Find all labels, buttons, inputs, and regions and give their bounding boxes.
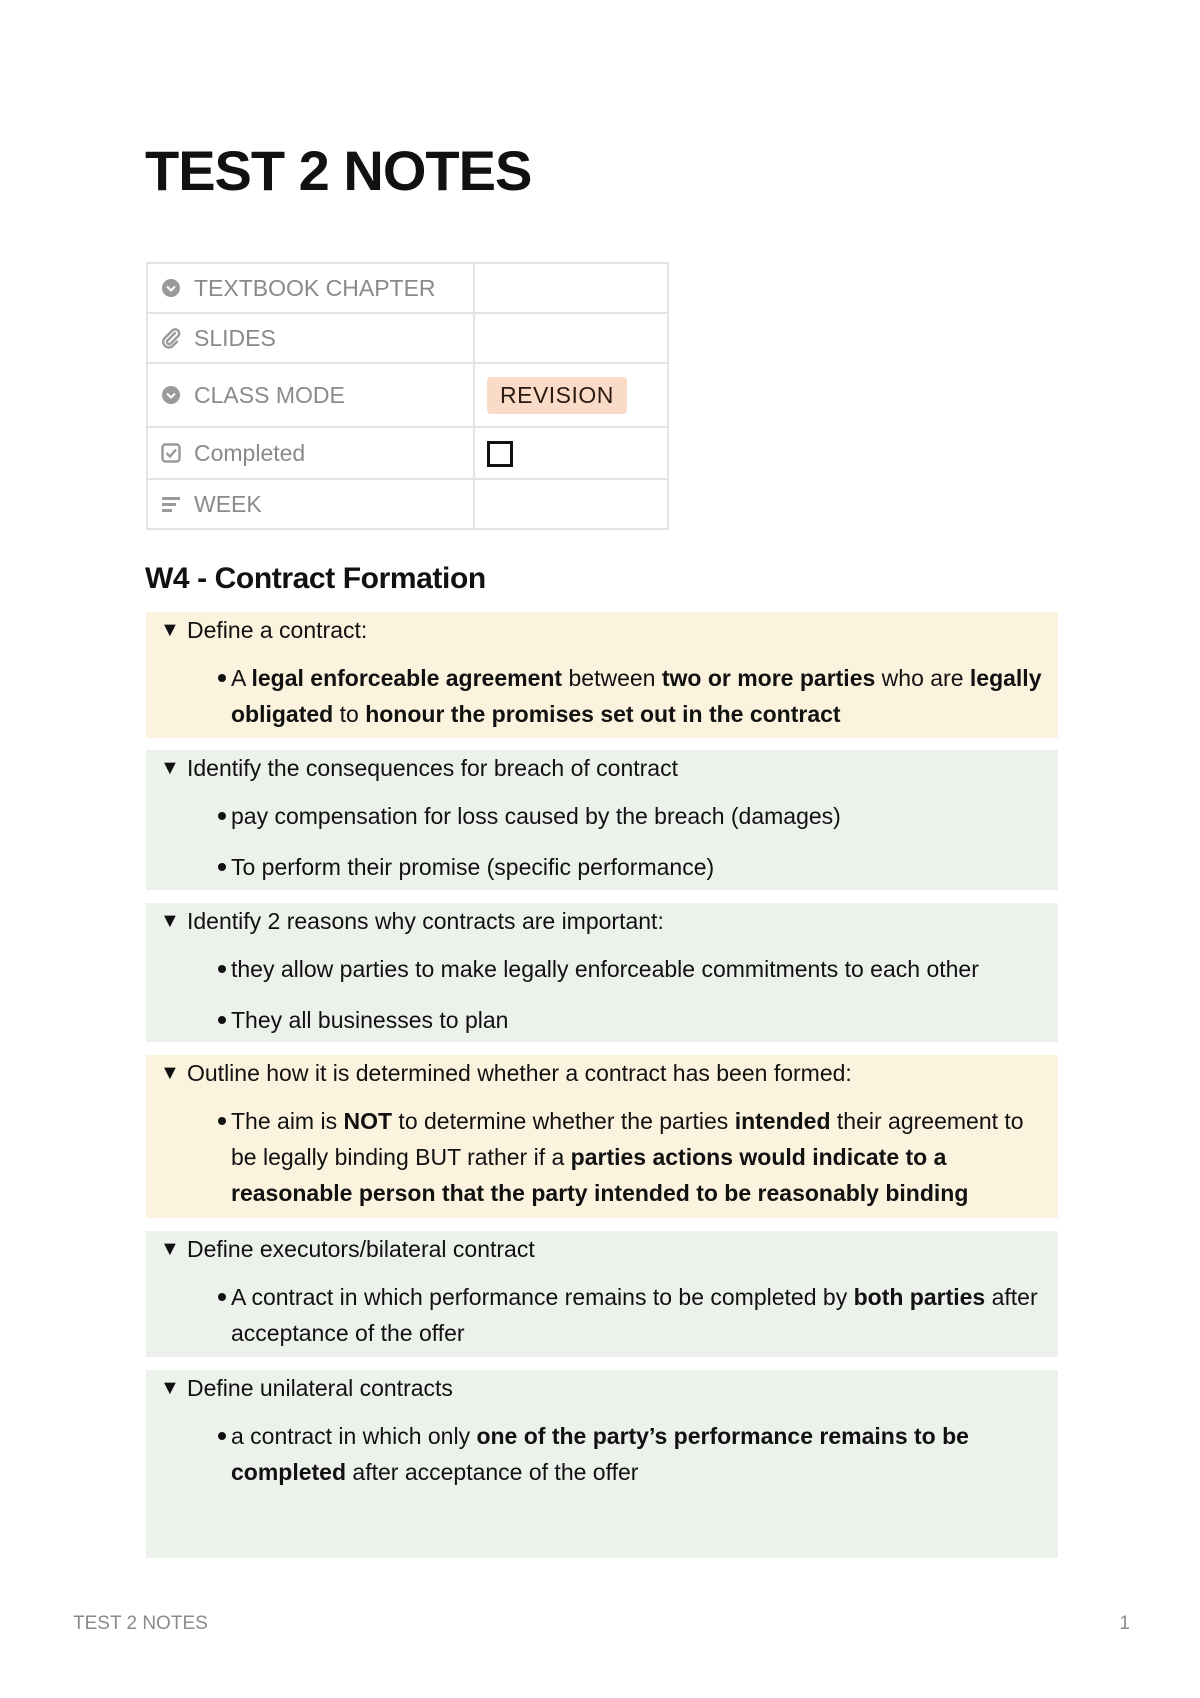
toggle-title: Define a contract: xyxy=(187,617,368,643)
text-run: A xyxy=(231,665,252,691)
property-value-class-mode[interactable] xyxy=(474,363,668,427)
toggle-arrow-icon[interactable]: ▼ xyxy=(160,910,180,932)
toggle-list xyxy=(160,951,1044,1038)
toggle-arrow-icon[interactable]: ▼ xyxy=(160,619,180,641)
bullet-item xyxy=(160,660,1044,732)
toggle-list xyxy=(160,1418,1044,1490)
bold-text-run: parties actions would indicate to a reasonable person that the party intended to be reasonably binding xyxy=(231,1144,969,1206)
bullet-item xyxy=(160,1002,1044,1038)
bullet-item xyxy=(160,1418,1044,1490)
text-run: a contract in which only xyxy=(231,1423,477,1449)
toggle-title: Outline how it is determined whether a contract has been formed: xyxy=(187,1060,852,1086)
toggle-title: Define executors/bilateral contract xyxy=(187,1236,535,1262)
toggle-arrow-icon[interactable]: ▼ xyxy=(160,1062,180,1084)
select-circle-icon xyxy=(160,384,182,406)
toggle-header[interactable] xyxy=(160,1055,1044,1088)
toggle-arrow-icon[interactable]: ▼ xyxy=(160,757,180,779)
bold-text-run: intended xyxy=(734,1108,831,1134)
text-run: to determine whether the parties xyxy=(392,1108,735,1134)
toggle-title: Define unilateral contracts xyxy=(187,1375,453,1401)
toggle-title: Identify 2 reasons why contracts are important: xyxy=(187,908,664,934)
toggle-header[interactable] xyxy=(160,1231,1044,1264)
property-label-completed: Completed xyxy=(194,439,306,466)
page-title: TEST 2 NOTES xyxy=(145,139,532,202)
property-name-cell xyxy=(147,427,474,479)
toggle-block-bilateral-contract xyxy=(146,1231,1058,1357)
bold-text-run: one of the party’s performance remains to be completed xyxy=(231,1423,969,1485)
checkbox-property-icon xyxy=(160,442,182,464)
class-mode-tag[interactable]: REVISION xyxy=(487,377,627,414)
toggle-header[interactable] xyxy=(160,1370,1044,1403)
property-row-completed xyxy=(147,427,668,479)
property-row-week xyxy=(147,479,668,529)
bullet-item xyxy=(160,849,1044,885)
text-run: A contract in which performance remains to be completed by xyxy=(231,1284,854,1310)
property-name-cell xyxy=(147,263,474,313)
text-run: The aim is xyxy=(231,1108,344,1134)
bold-text-run: two or more parties xyxy=(661,665,876,691)
toggle-list xyxy=(160,1103,1044,1211)
paperclip-icon xyxy=(160,327,182,349)
toggle-list xyxy=(160,1279,1044,1351)
bullet-item xyxy=(160,1279,1044,1351)
property-label-week: WEEK xyxy=(194,490,262,517)
toggle-block-define-contract xyxy=(146,612,1058,738)
bullet-item xyxy=(160,1103,1044,1211)
text-run: to xyxy=(333,701,366,727)
properties-table xyxy=(146,262,669,530)
section-heading: W4 - Contract Formation xyxy=(145,562,486,595)
text-lines-icon xyxy=(160,493,182,515)
select-circle-icon xyxy=(160,277,182,299)
text-run: their agreement to be legally binding BUT rather if a xyxy=(231,1108,1024,1170)
toggle-list xyxy=(160,798,1044,885)
property-value-week[interactable] xyxy=(474,479,668,529)
text-run: between xyxy=(562,665,662,691)
toggle-header[interactable] xyxy=(160,903,1044,936)
text-run: who are xyxy=(875,665,970,691)
bullet-item xyxy=(160,951,1044,987)
property-label-class-mode: CLASS MODE xyxy=(194,381,345,408)
toggle-arrow-icon[interactable]: ▼ xyxy=(160,1238,180,1260)
toggle-title: Identify the consequences for breach of contract xyxy=(187,755,678,781)
property-value-textbook-chapter[interactable] xyxy=(474,263,668,313)
property-value-completed xyxy=(474,427,668,479)
toggle-list xyxy=(160,660,1044,732)
property-name-cell xyxy=(147,363,474,427)
text-run: after acceptance of the offer xyxy=(231,1284,1038,1346)
property-label-textbook-chapter: TEXTBOOK CHAPTER xyxy=(194,274,436,301)
text-run: after acceptance of the offer xyxy=(346,1459,639,1485)
footer-document-title: TEST 2 NOTES xyxy=(73,1613,208,1634)
page-number: 1 xyxy=(1119,1613,1130,1634)
text-run: pay compensation for loss caused by the breach (damages) xyxy=(231,803,841,829)
bold-text-run: honour the promises set out in the contract xyxy=(365,701,841,727)
property-label-slides: SLIDES xyxy=(194,324,276,351)
property-name-cell xyxy=(147,479,474,529)
toggle-header[interactable] xyxy=(160,612,1044,645)
toggle-block-unilateral-contract xyxy=(146,1370,1058,1558)
property-value-slides[interactable] xyxy=(474,313,668,363)
toggle-block-contract-importance xyxy=(146,903,1058,1042)
text-run: they allow parties to make legally enforceable commitments to each other xyxy=(231,956,979,982)
bold-text-run: legal enforceable agreement xyxy=(251,665,563,691)
toggle-block-breach-consequences xyxy=(146,750,1058,890)
bullet-item xyxy=(160,798,1044,834)
toggle-block-contract-formed xyxy=(146,1055,1058,1218)
toggle-header[interactable] xyxy=(160,750,1044,783)
text-run: To perform their promise (specific performance) xyxy=(231,854,715,880)
toggle-arrow-icon[interactable]: ▼ xyxy=(160,1377,180,1399)
property-row-class-mode xyxy=(147,363,668,427)
property-name-cell xyxy=(147,313,474,363)
text-run: They all businesses to plan xyxy=(231,1007,509,1033)
property-row-slides xyxy=(147,313,668,363)
property-row-textbook-chapter xyxy=(147,263,668,313)
completed-checkbox[interactable] xyxy=(487,441,513,467)
bold-text-run: both parties xyxy=(853,1284,986,1310)
bold-text-run: NOT xyxy=(343,1108,393,1134)
bold-text-run: legally obligated xyxy=(231,665,1042,727)
